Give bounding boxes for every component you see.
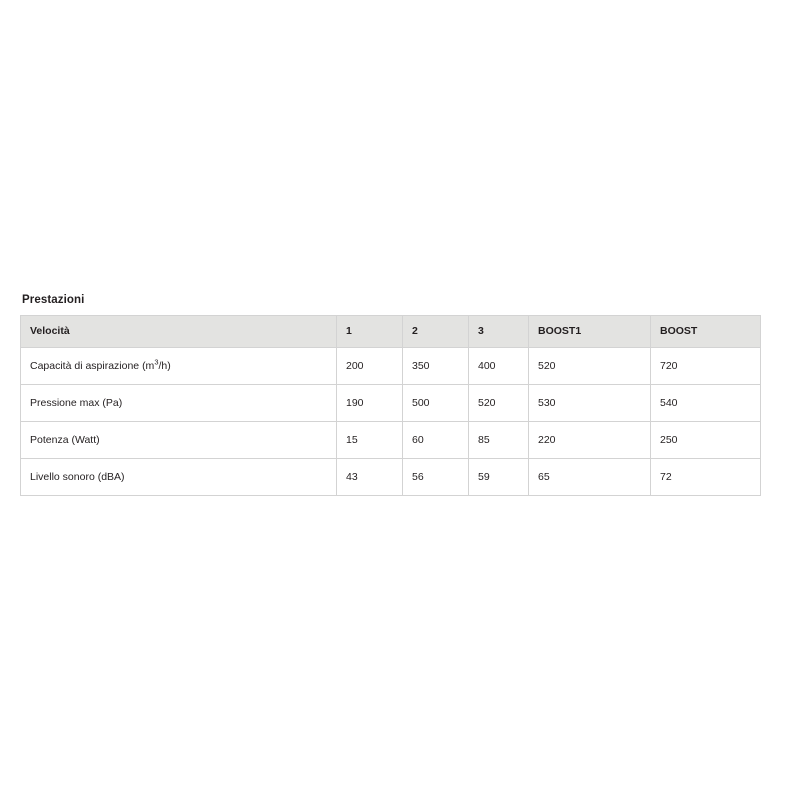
spec-sheet	[20, 294, 760, 496]
value-text: 15	[346, 433, 358, 446]
performance-table	[20, 315, 761, 496]
value-cell	[529, 459, 651, 496]
value-text: 72	[660, 470, 672, 483]
value-cell	[469, 385, 529, 422]
value-text: 720	[660, 359, 678, 372]
value-cell	[651, 422, 761, 459]
table-row	[21, 385, 761, 422]
column-header-label: BOOST	[660, 325, 698, 338]
column-header-2	[403, 316, 469, 348]
value-text: 59	[478, 470, 490, 483]
row-label-text: Potenza (Watt)	[30, 433, 100, 446]
value-text: 43	[346, 470, 358, 483]
row-label-text: Pressione max (Pa)	[30, 396, 123, 409]
section-title: Prestazioni	[22, 294, 85, 306]
row-label	[21, 397, 336, 410]
table-row	[21, 348, 761, 385]
value-text: 65	[538, 470, 550, 483]
table-row	[21, 459, 761, 496]
value-cell	[403, 385, 469, 422]
value-text: 530	[538, 396, 556, 409]
column-header-label: Velocità	[30, 325, 70, 338]
value-text: 200	[346, 359, 364, 372]
row-label-superscript: 3	[154, 357, 159, 367]
table-header	[21, 316, 761, 348]
value-cell	[651, 385, 761, 422]
row-label-cell	[21, 422, 337, 459]
value-text: 350	[412, 359, 430, 372]
row-label-cell	[21, 385, 337, 422]
column-header-label: BOOST1	[538, 325, 582, 338]
value-text: 60	[412, 433, 424, 446]
value-cell	[403, 459, 469, 496]
row-label-cell	[21, 348, 337, 385]
row-label-text: Livello sonoro (dBA)	[30, 470, 125, 483]
row-label-tail: /h)	[158, 359, 171, 372]
table-row	[21, 422, 761, 459]
column-header-speed	[21, 316, 337, 348]
value-cell	[403, 348, 469, 385]
value-cell	[403, 422, 469, 459]
value-text: 400	[478, 359, 496, 372]
column-header-label: 1	[346, 325, 352, 338]
value-cell	[469, 422, 529, 459]
value-cell	[651, 459, 761, 496]
value-text: 220	[538, 433, 556, 446]
value-cell	[529, 348, 651, 385]
value-text: 190	[346, 396, 364, 409]
value-text: 540	[660, 396, 678, 409]
column-header-3	[469, 316, 529, 348]
value-cell	[529, 422, 651, 459]
value-cell	[337, 348, 403, 385]
value-cell	[337, 422, 403, 459]
value-cell	[469, 459, 529, 496]
row-label	[21, 357, 336, 373]
row-label-text: Capacità di aspirazione (m	[30, 359, 155, 372]
column-header-boost1	[529, 316, 651, 348]
row-label	[21, 434, 336, 447]
row-label	[21, 471, 336, 484]
value-cell	[337, 385, 403, 422]
value-text: 520	[538, 359, 556, 372]
column-header-label: 2	[412, 325, 418, 338]
value-cell	[529, 385, 651, 422]
table-header-row	[21, 316, 761, 348]
column-header-label: 3	[478, 325, 484, 338]
column-header-1	[337, 316, 403, 348]
value-cell	[469, 348, 529, 385]
value-cell	[651, 348, 761, 385]
value-text: 520	[478, 396, 496, 409]
value-text: 250	[660, 433, 678, 446]
column-header-boost	[651, 316, 761, 348]
value-text: 500	[412, 396, 430, 409]
row-label-cell	[21, 459, 337, 496]
value-text: 56	[412, 470, 424, 483]
value-text: 85	[478, 433, 490, 446]
value-cell	[337, 459, 403, 496]
table-body	[21, 348, 761, 496]
